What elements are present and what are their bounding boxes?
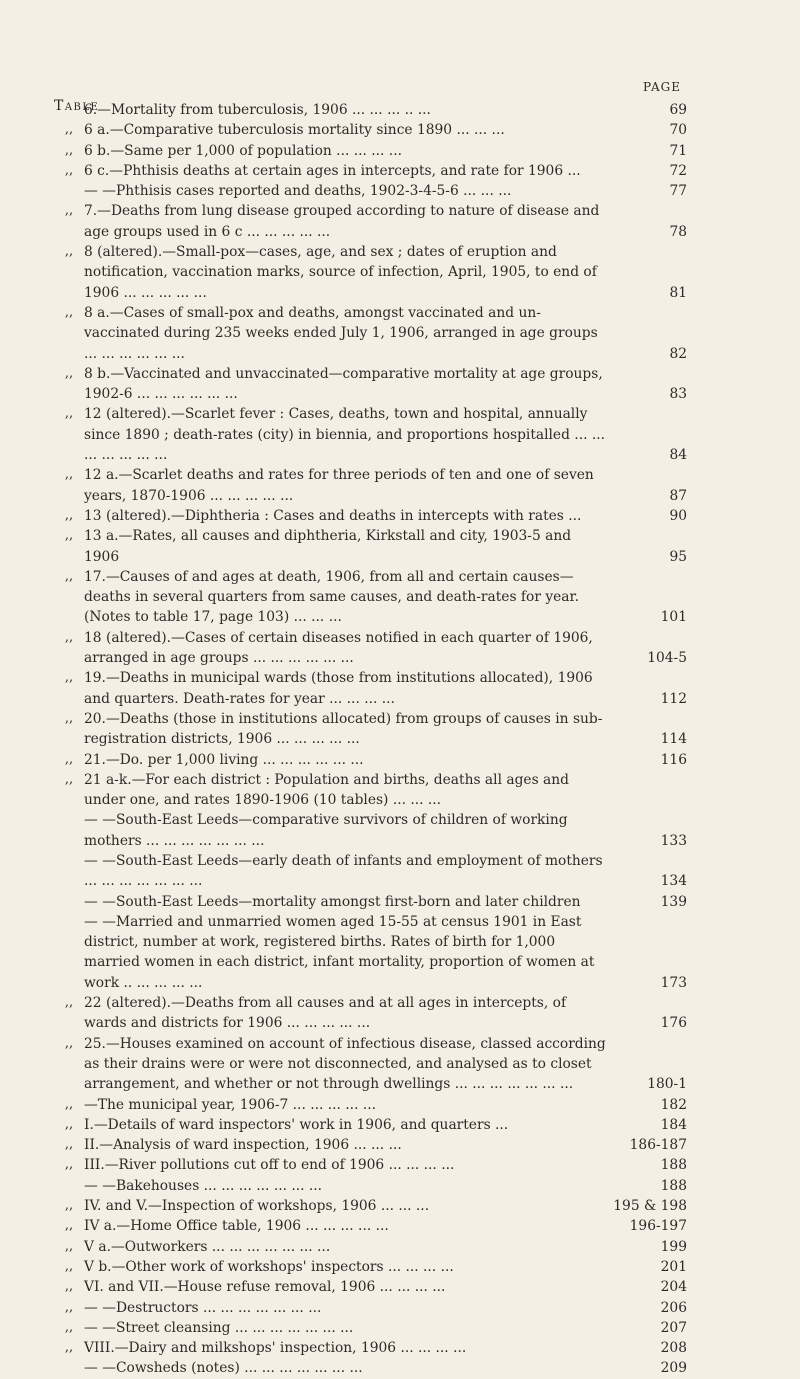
- ditto-mark: ,,: [64, 142, 74, 158]
- entry-page-number: 84: [669, 447, 687, 464]
- entry-text: — —South-East Leeds—comparative survivors of children of working mothers ... ... ... ... ... ... ...: [84, 812, 568, 849]
- entry-text: — —Phthisis cases reported and deaths, 1902-3-4-5-6 ... ... ...: [84, 183, 512, 200]
- entry-page-number: 82: [669, 345, 687, 362]
- entry-page-number: 208: [660, 1340, 687, 1357]
- entry-text: — —Married and unmarried women aged 15-55 at census 1901 in East district, number at work, registered births. Rates of birth for 1,000 married women in each district, infant mortality, proportion of women at work .. ... ... ... ...: [84, 913, 595, 991]
- entry-text: 7.—Deaths from lung disease grouped according to nature of disease and age groups used in 6 c ... ... ... ... ...: [84, 203, 600, 240]
- entry-page-number: 69: [669, 102, 687, 118]
- ditto-mark: ,,: [64, 1340, 74, 1356]
- entry-text: 8 (altered).—Small-pox—cases, age, and sex ; dates of eruption and notification, vaccination marks, source of infection, April, 1905, to end of 1906 ... ... ... ... ...: [84, 244, 597, 301]
- entry-text: 8 b.—Vaccinated and unvaccinated—comparative mortality at age groups, 1902-6 ... ... ... ... ... ...: [84, 365, 603, 403]
- entry-text: 19.—Deaths in municipal wards (those from institutions allocated), 1906 and quarters. Death-rates for year ... ... ... ...: [84, 670, 593, 707]
- ditto-mark: ,,: [64, 1258, 74, 1274]
- entry-text: 6.—Mortality from tuberculosis, 1906 ... ... ... .. ...: [84, 102, 431, 118]
- entry-page-number: 87: [669, 487, 687, 504]
- contents-entry: [0, 1135, 800, 1155]
- entry-page-number: 201: [660, 1258, 687, 1275]
- ditto-mark: ,,: [64, 365, 74, 381]
- contents-entry: [0, 1257, 800, 1277]
- entry-text: IV. and V.—Inspection of workshops, 1906 ... ... ...: [84, 1198, 430, 1215]
- contents-entry: [0, 1155, 800, 1175]
- entry-page-number: 78: [669, 223, 687, 240]
- entry-page-number: 184: [660, 1116, 687, 1133]
- entry-text: — —South-East Leeds—mortality amongst first-born and later children: [84, 893, 581, 910]
- entry-text: VIII.—Dairy and milkshops' inspection, 1906 ... ... ... ...: [84, 1340, 467, 1357]
- contents-entry: [0, 120, 800, 140]
- entry-page-number: 114: [660, 731, 687, 748]
- entry-text: — —Cowsheds (notes) ... ... ... ... ... ... ...: [84, 1360, 363, 1377]
- entry-text: 18 (altered).—Cases of certain diseases notified in each quarter of 1906, arranged in age groups ... ... ... ... ... ...: [84, 629, 593, 667]
- entry-page-number: 209: [660, 1360, 687, 1377]
- ditto-mark: ,,: [64, 1279, 74, 1295]
- entry-page-number: 90: [669, 507, 687, 524]
- contents-entry: [0, 993, 800, 1034]
- entry-page-number: 70: [669, 122, 687, 139]
- ditto-mark: ,,: [64, 1157, 74, 1173]
- entry-text: 21.—Do. per 1,000 living ... ... ... ... ... ...: [84, 751, 364, 768]
- contents-entry: [0, 364, 800, 405]
- ditto-mark: ,,: [64, 244, 74, 260]
- entry-page-number: 173: [660, 974, 687, 991]
- contents-entry: [0, 141, 800, 161]
- entry-text: 25.—Houses examined on account of infectious disease, classed according as their drains were or were not disconnected, and analysed as to closet arrangement, and whether or not through dwellings ... ... ... ... ... ... ...: [84, 1035, 606, 1093]
- entry-text: V a.—Outworkers ... ... ... ... ... ... ...: [84, 1238, 331, 1255]
- contents-entry: [0, 851, 800, 892]
- entry-page-number: 77: [669, 183, 687, 200]
- ditto-mark: ,,: [64, 1238, 74, 1254]
- contents-entry: [0, 892, 800, 912]
- entry-text: —The municipal year, 1906-7 ... ... ... ... ...: [84, 1096, 376, 1113]
- entry-page-number: 101: [660, 609, 687, 626]
- entry-text: VI. and VII.—House refuse removal, 1906 ... ... ... ...: [84, 1279, 446, 1296]
- entry-text: — —South-East Leeds—early death of infants and employment of mothers ... ... ... ... ... ... ...: [84, 852, 603, 890]
- entry-page-number: 71: [669, 142, 687, 159]
- entry-page-number: 196-197: [629, 1218, 687, 1235]
- ditto-mark: ,,: [64, 568, 74, 584]
- contents-entry: [0, 1095, 800, 1115]
- contents-entry: [0, 770, 800, 811]
- entry-page-number: 139: [660, 893, 687, 910]
- ditto-mark: ,,: [64, 1299, 74, 1315]
- ditto-mark: ,,: [64, 304, 74, 320]
- entry-text: 12 (altered).—Scarlet fever : Cases, deaths, town and hospital, annually since 1890 ; death-rates (city) in biennia, and proportions hospitalled ... ... ... ... ... ... ...: [84, 406, 606, 464]
- entry-text: 12 a.—Scarlet deaths and rates for three periods of ten and one of seven years, 1870-1906 ... ... ... ... ...: [84, 467, 594, 504]
- contents-entry: [0, 303, 800, 364]
- entry-text: III.—River pollutions cut off to end of 1906 ... ... ... ...: [84, 1157, 455, 1174]
- entry-page-number: 199: [660, 1238, 687, 1255]
- ditto-mark: ,,: [64, 1137, 74, 1153]
- ditto-mark: ,,: [64, 1116, 74, 1132]
- contents-entry: [0, 668, 800, 709]
- entry-text: 6 b.—Same per 1,000 of population ... ... ... ...: [84, 142, 402, 159]
- contents-entry: [0, 506, 800, 526]
- ditto-mark: ,,: [64, 528, 74, 544]
- table-label: Table: [54, 98, 100, 114]
- contents-entry: [0, 567, 800, 628]
- ditto-mark: ,,: [64, 1096, 74, 1112]
- contents-entry: [0, 201, 800, 242]
- entry-page-number: 116: [660, 751, 687, 768]
- entry-text: — —Bakehouses ... ... ... ... ... ... ...: [84, 1177, 323, 1194]
- entry-page-number: 204: [660, 1279, 687, 1296]
- entry-page-number: 182: [660, 1096, 687, 1113]
- entry-text: 8 a.—Cases of small-pox and deaths, amongst vaccinated and un-vaccinated during 235 weeks ended July 1, 1906, arranged in age groups ... ... ... ... ... ...: [84, 304, 598, 362]
- contents-entry: [0, 1196, 800, 1216]
- ditto-mark: ,,: [64, 1035, 74, 1051]
- ditto-mark: ,,: [64, 995, 74, 1011]
- contents-entry: [0, 465, 800, 506]
- entry-page-number: 112: [660, 690, 687, 707]
- entry-page-number: 195 & 198: [613, 1198, 687, 1215]
- contents-entry: [0, 1338, 800, 1358]
- ditto-mark: ,,: [64, 467, 74, 483]
- entry-text: — —Street cleansing ... ... ... ... ... ... ...: [84, 1319, 354, 1336]
- ditto-mark: ,,: [64, 670, 74, 686]
- contents-entry: [0, 1358, 800, 1378]
- page-column-header: PAGE: [643, 80, 681, 94]
- entry-text: 6 a.—Comparative tuberculosis mortality since 1890 ... ... ...: [84, 122, 505, 139]
- entry-page-number: 188: [660, 1157, 687, 1174]
- ditto-mark: ,,: [64, 629, 74, 645]
- contents-entry: [0, 810, 800, 851]
- contents-entry: [0, 1237, 800, 1257]
- ditto-mark: ,,: [64, 771, 74, 787]
- entry-text: 13 (altered).—Diphtheria : Cases and deaths in intercepts with rates ...: [84, 507, 582, 524]
- entry-text: 21 a-k.—For each district : Population and births, deaths all ages and under one, and rates 1890-1906 (10 tables) ... ... ...: [84, 771, 569, 809]
- contents-entry: [0, 1176, 800, 1196]
- entry-text: 20.—Deaths (those in institutions allocated) from groups of causes in sub-registration districts, 1906 ... ... ... ... ...: [84, 710, 603, 748]
- contents-entry: [0, 1216, 800, 1236]
- ditto-mark: ,,: [64, 507, 74, 523]
- ditto-mark: ,,: [64, 751, 74, 767]
- ditto-mark: ,,: [64, 122, 74, 138]
- ditto-mark: ,,: [64, 1218, 74, 1234]
- contents-entry: [0, 1034, 800, 1095]
- entry-text: IV a.—Home Office table, 1906 ... ... ... ... ...: [84, 1218, 389, 1235]
- entry-text: 17.—Causes of and ages at death, 1906, from all and certain causes—deaths in several quarters from same causes, and death-rates for year. (Notes to table 17, page 103) ... ... ...: [84, 568, 579, 626]
- ditto-mark: ,,: [64, 406, 74, 422]
- ditto-mark: ,,: [64, 1319, 74, 1335]
- entry-page-number: 81: [669, 284, 687, 301]
- contents-entry: [0, 1298, 800, 1318]
- contents-entry: [0, 161, 800, 181]
- entry-page-number: 207: [660, 1319, 687, 1336]
- contents-entry: [0, 628, 800, 669]
- contents-entry: [0, 912, 800, 993]
- contents-entry: [0, 404, 800, 465]
- contents-entry: [0, 100, 800, 120]
- entry-text: 13 a.—Rates, all causes and diphtheria, Kirkstall and city, 1903-5 and 1906: [84, 528, 572, 565]
- entry-page-number: 176: [660, 1015, 687, 1032]
- entry-page-number: 104-5: [647, 650, 687, 667]
- contents-entry: [0, 242, 800, 303]
- contents-entry: [0, 1115, 800, 1135]
- ditto-mark: ,,: [64, 162, 74, 178]
- contents-list: [0, 100, 800, 1379]
- entry-page-number: 186-187: [629, 1137, 687, 1154]
- entry-page-number: 95: [669, 548, 687, 565]
- ditto-mark: ,,: [64, 203, 74, 219]
- contents-entry: [0, 1277, 800, 1297]
- entry-page-number: 133: [660, 832, 687, 849]
- contents-entry: [0, 181, 800, 201]
- ditto-mark: ,,: [64, 1198, 74, 1214]
- entry-text: I.—Details of ward inspectors' work in 1906, and quarters ...: [84, 1116, 509, 1133]
- entry-text: V b.—Other work of workshops' inspectors ... ... ... ...: [84, 1258, 454, 1275]
- entry-page-number: 188: [660, 1177, 687, 1194]
- entry-page-number: 180-1: [647, 1076, 687, 1093]
- entry-text: 6 c.—Phthisis deaths at certain ages in intercepts, and rate for 1906 ...: [84, 162, 581, 179]
- entry-page-number: 83: [669, 386, 687, 403]
- contents-entry: [0, 709, 800, 750]
- entry-page-number: 206: [660, 1299, 687, 1316]
- entry-text: — —Destructors ... ... ... ... ... ... ...: [84, 1299, 322, 1316]
- entry-page-number: 134: [660, 873, 687, 890]
- contents-entry: [0, 526, 800, 567]
- contents-entry: [0, 750, 800, 770]
- entry-text: 22 (altered).—Deaths from all causes and at all ages in intercepts, of wards and districts for 1906 ... ... ... ... ...: [84, 995, 567, 1032]
- ditto-mark: ,,: [64, 710, 74, 726]
- contents-entry: [0, 1318, 800, 1338]
- entry-text: II.—Analysis of ward inspection, 1906 ... ... ...: [84, 1137, 402, 1154]
- entry-page-number: 72: [669, 162, 687, 179]
